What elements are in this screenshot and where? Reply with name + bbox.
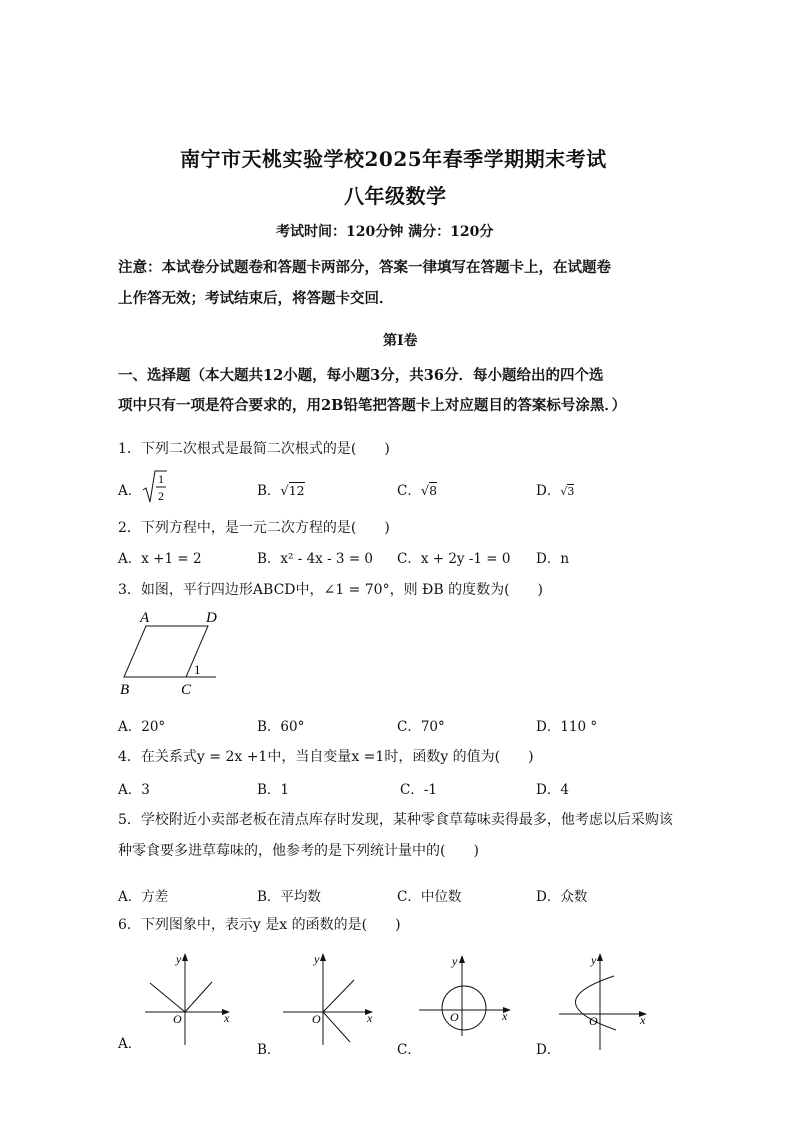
question-5-option-c: C．中位数 xyxy=(397,889,462,905)
graph-a xyxy=(140,950,240,1050)
question-5-option-d: D．众数 xyxy=(536,889,588,905)
fraction-numerator: 1 xyxy=(158,472,164,486)
question-1-option-b xyxy=(257,479,305,499)
origin-label: O xyxy=(173,1012,182,1026)
y-axis-label: y xyxy=(452,954,458,968)
radicand-c: 8 xyxy=(429,483,438,498)
question-1-option-c xyxy=(397,479,437,499)
option-c-label: C． xyxy=(397,483,421,499)
question-2-option-a: A．x +1 = 2 xyxy=(118,551,202,567)
sqrt-icon: √ xyxy=(420,484,430,499)
notice-line-1: 注意：本试卷分试题卷和答题卡两部分，答案一律填写在答题卡上，在试题卷 xyxy=(118,259,611,276)
question-4-stem: 4．在关系式y = 2x +1中，当自变量x =1时，函数y 的值为( ) xyxy=(118,749,534,765)
question-5-option-b: B．平均数 xyxy=(257,889,321,905)
question-3-stem: 3．如图，平行四边形ABCD中，∠1 = 70°，则 ÐB 的度数为( ) xyxy=(118,582,543,598)
question-1-option-a xyxy=(118,469,164,505)
graph-b xyxy=(280,950,380,1050)
graph-d xyxy=(556,950,660,1054)
section-line-1: 一、选择题（本大题共12小题，每小题3分，共36分．每小题给出的四个选 xyxy=(118,367,604,384)
origin-label: O xyxy=(312,1012,321,1026)
question-5-stem-line-2: 种零食要多进草莓味的，他参考的是下列统计量中的( ) xyxy=(118,843,479,859)
question-6-option-c: C． xyxy=(397,1042,421,1058)
y-axis-label: y xyxy=(314,952,320,966)
notice-line-2: 上作答无效；考试结束后，将答题卡交回． xyxy=(118,290,394,307)
question-2-option-b: B．x² - 4x - 3 = 0 xyxy=(257,551,374,567)
question-4-option-c: C．-1 xyxy=(400,782,437,798)
y-axis-label: y xyxy=(176,952,182,966)
sqrt-icon: √ xyxy=(280,484,289,499)
question-1-stem: 1．下列二次根式是最简二次根式的是( ) xyxy=(118,441,390,457)
option-d-label: D． xyxy=(536,483,561,499)
sqrt-icon: √ xyxy=(560,485,568,498)
option-a-label: A． xyxy=(118,483,142,499)
question-2-option-c: C．x + 2y -1 = 0 xyxy=(397,551,511,567)
vertex-b: B xyxy=(120,682,130,698)
question-5-option-a: A．方差 xyxy=(118,889,169,905)
question-6-option-b: B． xyxy=(257,1042,281,1058)
vertex-c: C xyxy=(181,682,192,698)
question-6-stem: 6．下列图象中，表示y 是x 的函数的是( ) xyxy=(118,917,401,933)
question-2-option-d: D．n xyxy=(536,551,570,567)
graph-c xyxy=(416,950,520,1040)
x-axis-label: x xyxy=(367,1011,373,1025)
exam-subtitle: 八年级数学 xyxy=(344,184,447,208)
option-b-label: B． xyxy=(257,483,281,499)
question-3-option-c: C．70° xyxy=(397,719,445,735)
question-5-stem-line-1: 5．学校附近小卖部老板在清点库存时发现，某种零食草莓味卖得最多，他考虑以后采购该 xyxy=(118,812,673,828)
question-6-option-d: D． xyxy=(536,1042,561,1058)
question-3-option-b: B．60° xyxy=(257,719,305,735)
origin-label: O xyxy=(589,1014,598,1028)
section-line-2: 项中只有一项是符合要求的，用2B铅笔把答题卡上对应题目的答案标号涂黑．） xyxy=(118,397,627,414)
question-3-option-d: D．110 ° xyxy=(536,719,598,735)
question-1-option-d xyxy=(536,479,574,499)
radicand-d: 3 xyxy=(567,485,575,498)
x-axis-label: x xyxy=(640,1013,646,1027)
vertex-d: D xyxy=(206,610,217,626)
y-axis-label: y xyxy=(591,953,597,967)
sqrt-fraction-icon xyxy=(142,469,168,505)
part-heading: 第Ⅰ卷 xyxy=(383,333,418,349)
question-4-option-a: A．3 xyxy=(118,782,150,798)
exam-info: 考试时间：120分钟 满分：120分 xyxy=(276,224,494,240)
question-6-option-a: A． xyxy=(118,1036,142,1052)
fraction-denominator: 2 xyxy=(158,489,164,503)
x-axis-label: x xyxy=(224,1011,230,1025)
question-3-option-a: A．20° xyxy=(118,719,166,735)
question-2-stem: 2．下列方程中，是一元二次方程的是( ) xyxy=(118,520,390,536)
angle-label: 1 xyxy=(194,662,201,677)
origin-label: O xyxy=(450,1010,459,1024)
vertex-a: A xyxy=(140,610,150,626)
question-4-option-d: D．4 xyxy=(536,782,569,798)
x-axis-label: x xyxy=(502,1009,508,1023)
exam-title: 南宁市天桃实验学校2025年春季学期期末考试 xyxy=(180,147,607,171)
question-4-option-b: B．1 xyxy=(257,782,290,798)
radicand-b: 12 xyxy=(288,483,305,498)
parallelogram-figure xyxy=(116,606,226,698)
